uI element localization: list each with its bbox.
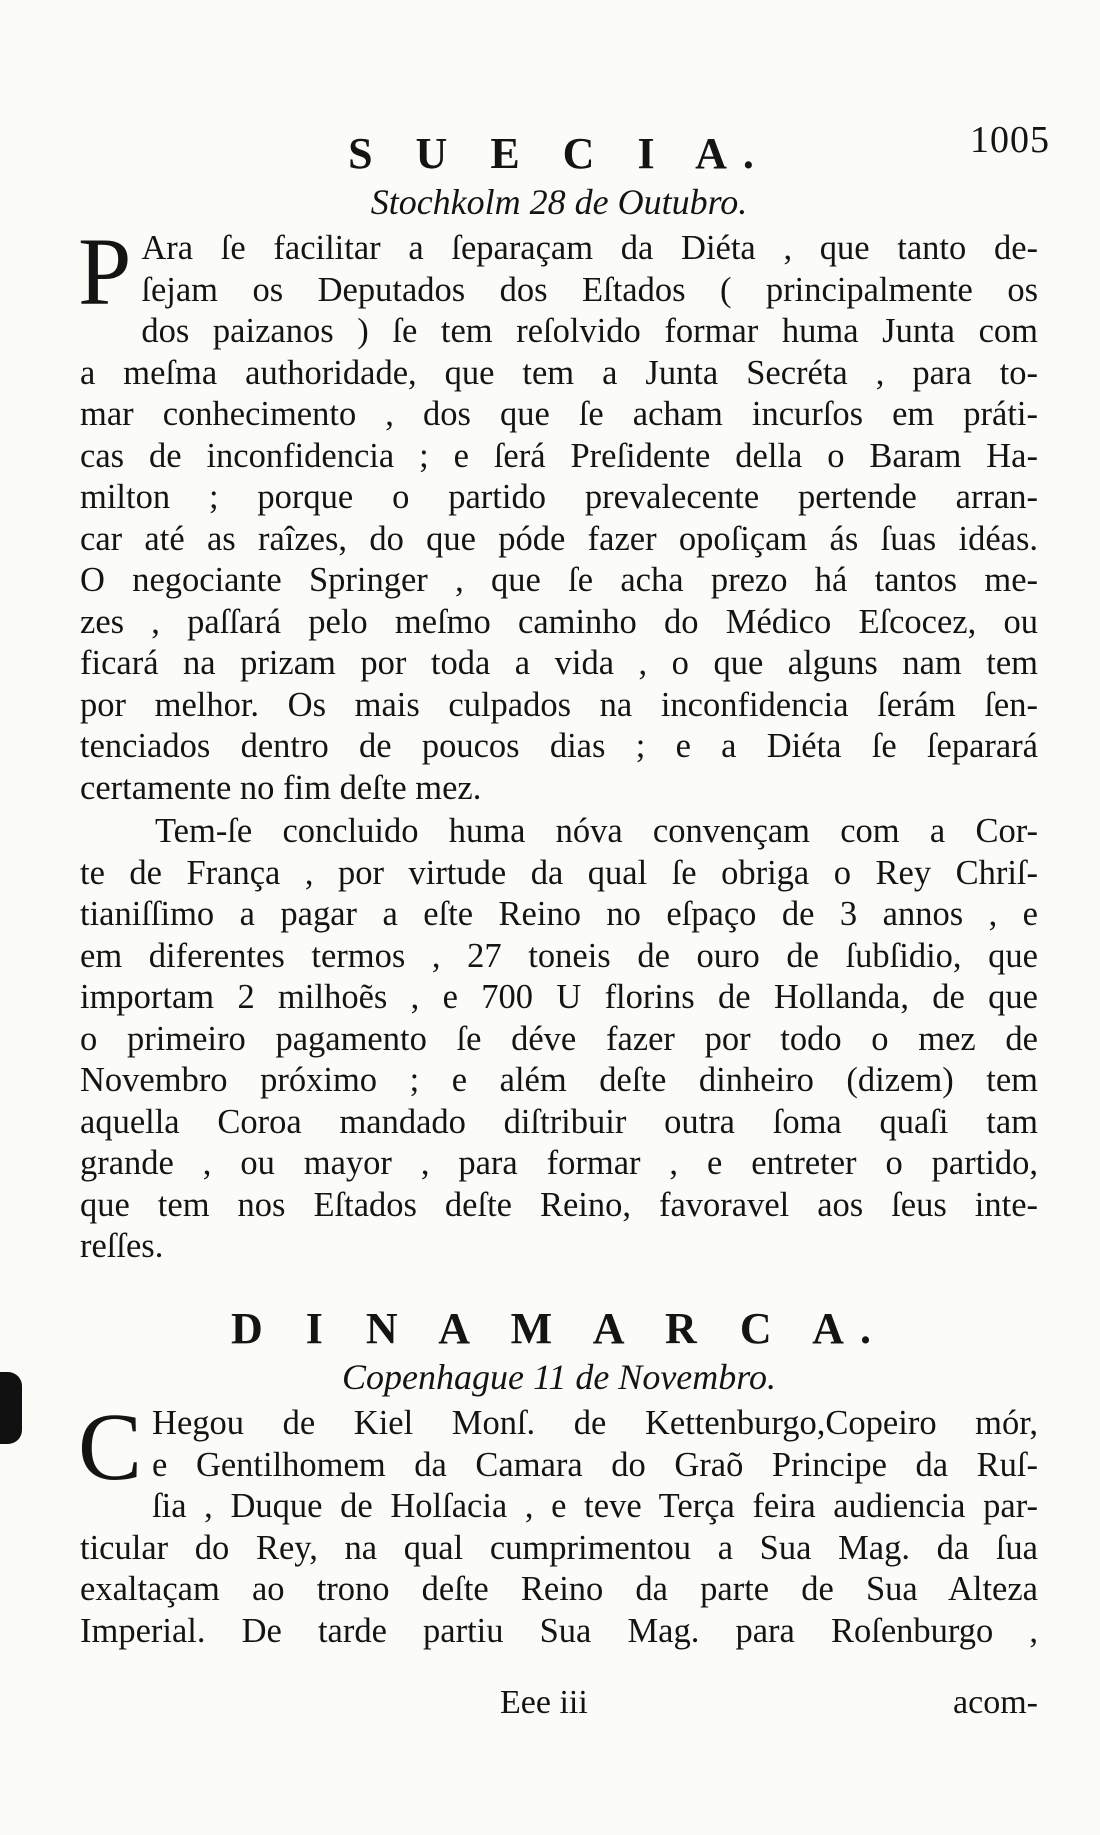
text-line: em diferentes termos , 27 toneis de ouro de ſubſidio, que [80, 936, 1038, 975]
paragraph [78, 1393, 1038, 1652]
text-line: cas de inconfidencia ; e ſerá Preſidente della o Baram Ha- [80, 436, 1038, 475]
drop-cap: P [78, 218, 132, 325]
text-line: zes , paſſará pelo meſmo caminho do Médico Eſcocez, ou [80, 602, 1038, 641]
catchword: acom- [953, 1684, 1038, 1721]
text-line: tenciados dentro de poucos dias ; e a Diéta ſe ſeparará [80, 727, 1038, 765]
section-suecia [80, 128, 1038, 1268]
text-line: importam 2 milhoẽs , e 700 U florins de Hollanda, de que [80, 978, 1038, 1016]
text-line: grande , ou mayor , para formar , e entreter o partido, [80, 1144, 1038, 1182]
binding-edge-mark [0, 1372, 22, 1444]
drop-cap: C [78, 1393, 143, 1500]
section-title: D I N A M A R C A. [231, 1304, 887, 1353]
text-line: O negociante Springer , que ſe acha prezo há tantos me- [80, 561, 1038, 599]
text-line: e Gentilhomem da Camara do Graõ Principe da Ruſ- [152, 1445, 1038, 1484]
text-line: Imperial. De tarde partiu Sua Mag. para Roſenburgo , [80, 1611, 1038, 1650]
text-line: ticular do Rey, na qual cumprimentou a Sua Mag. da ſua [80, 1528, 1038, 1567]
text-line: milton ; porque o partido prevalecente pertende arran- [80, 478, 1038, 516]
dateline: Copenhague 11 de Novembro. [342, 1357, 776, 1397]
page-number: 1005 [970, 119, 1050, 161]
text-line: Tem-ſe concluido huma nóva convençam com a Cor- [155, 812, 1038, 850]
text-line: por melhor. Os mais culpados na inconfidencia ſerám ſen- [80, 685, 1038, 724]
text-line: aquella Coroa mandado diſtribuir outra ſoma quaſi tam [80, 1102, 1038, 1141]
text-line: certamente no fim deſte mez. [80, 768, 482, 807]
text-line: mar conhecimento , dos que ſe acham incurſos em práti- [80, 395, 1038, 433]
dateline: Stochkolm 28 de Outubro. [370, 182, 748, 222]
text-line: o primeiro pagamento ſe déve fazer por todo o mez de [80, 1019, 1038, 1058]
text-line: Hegou de Kiel Monſ. de Kettenburgo,Copeiro mór, [152, 1404, 1038, 1442]
text-line: reſſes. [80, 1227, 164, 1265]
text-line: ſejam os Deputados dos Eſtados ( principalmente os [141, 270, 1038, 309]
text-line: car até as raîzes, do que póde fazer opoſiçam ás ſuas idéas. [80, 519, 1038, 558]
paragraph [78, 218, 1038, 809]
text-line: que tem nos Eſtados deſte Reino, favoravel aos ſeus inte- [80, 1185, 1038, 1224]
text-line: exaltaçam ao trono deſte Reino da parte de Sua Alteza [80, 1570, 1038, 1608]
text-line: tianiſſimo a pagar a eſte Reino no eſpaço de 3 annos , e [80, 895, 1038, 933]
text-line: te de França , por virtude da qual ſe obriga o Rey Chriſ- [80, 853, 1038, 892]
text-line: dos paizanos ) ſe tem reſolvido formar huma Junta com [141, 312, 1038, 350]
paragraph [80, 811, 1038, 1268]
text-line: Ara ſe facilitar a ſeparaçam da Diéta , que tanto de- [141, 229, 1038, 267]
section-dinamarca [80, 1303, 1038, 1652]
signature-mark: Eee iii [500, 1684, 588, 1721]
text-line: ficará na prizam por toda a vida , o que alguns nam tem [80, 644, 1038, 682]
text-line: Novembro próximo ; e além deſte dinheiro (dizem) tem [80, 1061, 1038, 1099]
text-line: ſia , Duque de Holſacia , e teve Terça feira audiencia par- [152, 1487, 1038, 1525]
section-title: S U E C I A. [348, 129, 770, 178]
text-line: a meſma authoridade, que tem a Junta Secréta , para to- [80, 353, 1038, 392]
